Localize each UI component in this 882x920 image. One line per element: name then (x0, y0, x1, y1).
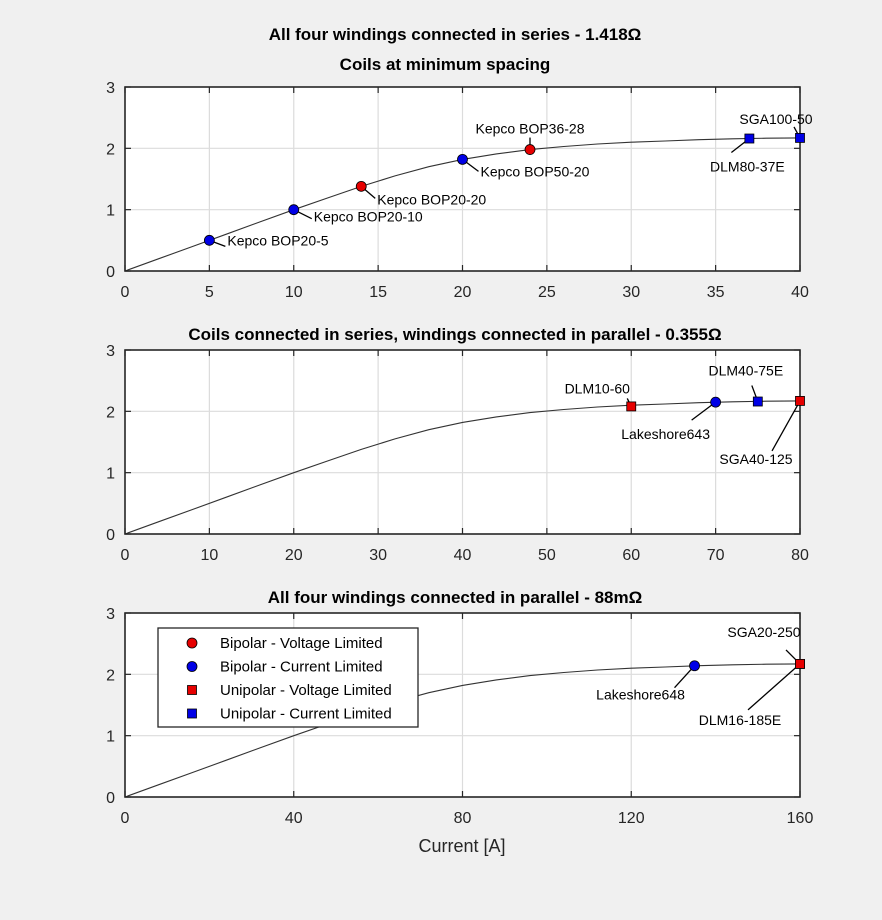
chart-title: All four windings connected in parallel - 88mΩ (267, 588, 643, 607)
y-tick-label: 0 (106, 790, 115, 807)
data-point (458, 154, 468, 164)
y-tick-label: 0 (106, 264, 115, 281)
annotation-label: DLM10-60 (564, 380, 630, 397)
y-tick-label: 2 (106, 667, 115, 685)
x-tick-label: 10 (200, 547, 219, 564)
x-tick-label: 15 (369, 284, 388, 301)
data-point (690, 661, 700, 671)
data-point (745, 134, 754, 143)
x-tick-label: 25 (537, 284, 556, 301)
data-point (204, 235, 214, 245)
annotation-label: Kepco BOP36-28 (475, 120, 585, 137)
x-tick-label: 70 (706, 547, 725, 564)
data-point (796, 133, 805, 142)
data-point (356, 181, 366, 191)
annotation-label: Lakeshore648 (596, 686, 685, 703)
legend-marker (188, 709, 197, 718)
annotation-label: Kepco BOP20-10 (313, 208, 423, 225)
chart-3 (106, 588, 813, 856)
y-tick-label: 3 (106, 80, 115, 97)
annotation-label: DLM40-75E (708, 362, 784, 379)
x-tick-label: 40 (791, 284, 809, 301)
data-point (289, 205, 299, 215)
legend-label: Unipolar - Current Limited (220, 705, 392, 723)
data-point (753, 397, 762, 406)
chart-title: Coils connected in series, windings connected in parallel - 0.355Ω (188, 325, 722, 344)
x-tick-label: 80 (791, 547, 809, 564)
legend-label: Bipolar - Voltage Limited (220, 635, 383, 652)
x-tick-label: 40 (284, 810, 303, 827)
annotation-label: SGA20-250 (727, 623, 801, 640)
chart-title: All four windings connected in series - 1.418Ω (268, 25, 642, 44)
x-tick-label: 50 (537, 547, 556, 564)
annotation-label: DLM16-185E (698, 711, 782, 728)
data-point (796, 659, 805, 668)
chart-1 (106, 25, 813, 301)
x-axis-label: Current [A] (418, 836, 506, 856)
annotation-label: DLM80-37E (710, 158, 785, 175)
annotation-label: Kepco BOP20-5 (227, 232, 329, 249)
x-tick-label: 160 (786, 810, 814, 827)
legend-label: Bipolar - Current Limited (220, 658, 383, 676)
annotation-label: Lakeshore643 (621, 426, 710, 443)
y-tick-label: 3 (106, 343, 115, 360)
x-tick-label: 60 (622, 547, 641, 564)
x-tick-label: 35 (706, 284, 725, 301)
legend (158, 628, 418, 727)
y-tick-label: 0 (106, 527, 115, 544)
x-tick-label: 30 (622, 284, 641, 301)
x-tick-label: 0 (120, 284, 130, 301)
annotation-label: SGA100-50 (739, 110, 813, 127)
x-tick-label: 40 (453, 547, 472, 564)
y-tick-label: 1 (106, 202, 115, 220)
y-tick-label: 1 (106, 465, 115, 483)
y-tick-label: 2 (106, 141, 115, 159)
legend-marker (187, 638, 197, 648)
legend-marker (187, 662, 197, 672)
y-tick-label: 1 (106, 728, 115, 746)
x-tick-label: 0 (120, 547, 130, 564)
x-tick-label: 10 (284, 284, 303, 301)
annotation-label: SGA40-125 (719, 450, 793, 467)
chart-2 (106, 325, 809, 564)
legend-label: Unipolar - Voltage Limited (220, 682, 392, 699)
annotation-label: Kepco BOP50-20 (480, 163, 590, 180)
data-point (711, 397, 721, 407)
data-point (796, 396, 805, 405)
chart-subtitle: Coils at minimum spacing (339, 55, 551, 74)
annotation-label: Kepco BOP20-20 (377, 191, 487, 208)
y-tick-label: 2 (106, 404, 115, 422)
x-tick-label: 5 (204, 284, 214, 301)
x-tick-label: 20 (453, 284, 472, 301)
x-tick-label: 0 (120, 810, 130, 827)
data-point (525, 145, 535, 155)
x-tick-label: 120 (617, 810, 645, 827)
x-tick-label: 80 (453, 810, 472, 827)
data-point (627, 402, 636, 411)
x-tick-label: 20 (284, 547, 303, 564)
legend-marker (188, 686, 197, 695)
x-tick-label: 30 (369, 547, 388, 564)
y-tick-label: 3 (106, 606, 115, 623)
